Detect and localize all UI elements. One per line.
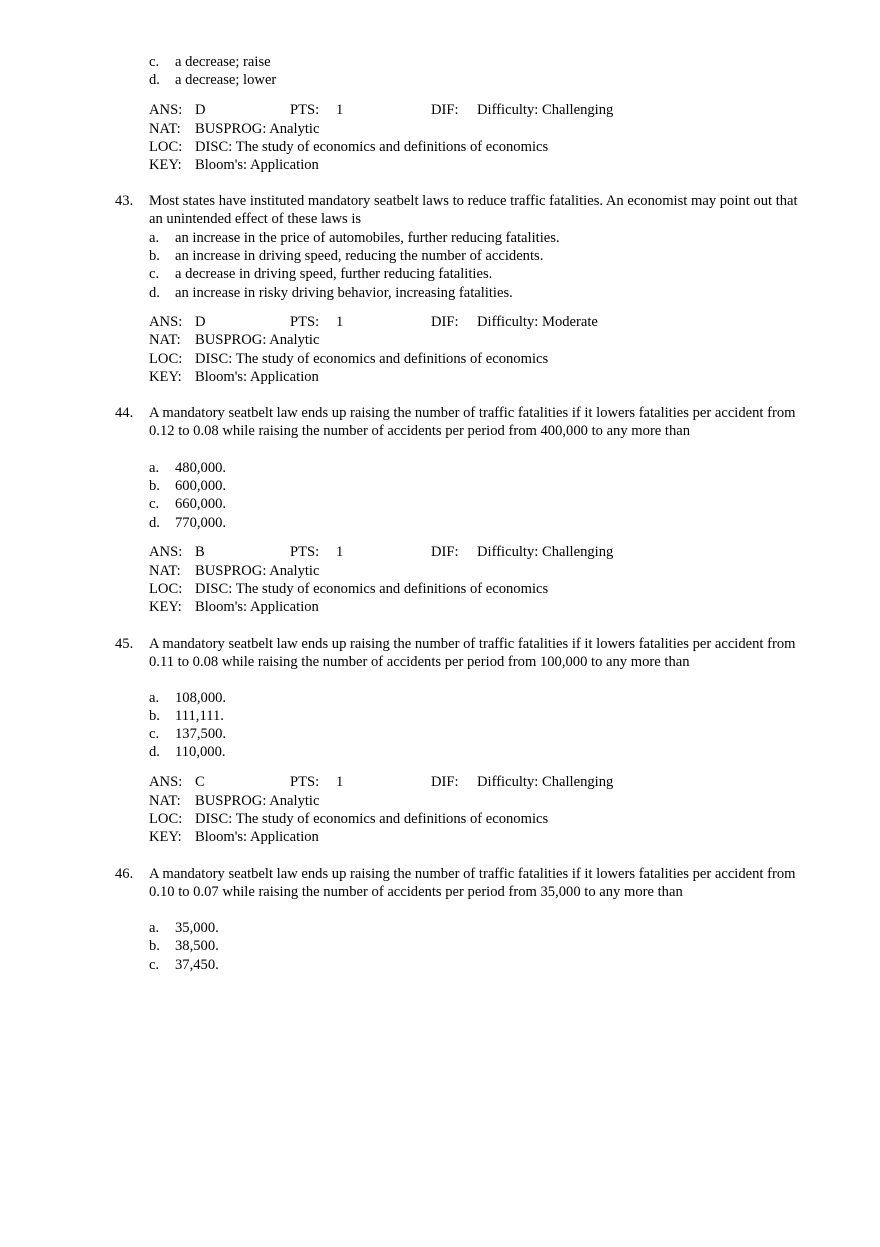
question-text: A mandatory seatbelt law ends up raising the number of traffic fatalities if it lowers fatalities per accident from 0.12 to 0.08 while raising the number of accidents per period from 400,000 to any more than: [149, 405, 796, 439]
option-c: c. 37,450.: [149, 957, 219, 973]
answer-line: ANS: C PTS: 1 DIF: Difficulty: Challenging: [149, 774, 614, 790]
points: PTS: 1: [290, 102, 344, 118]
difficulty: DIF: Difficulty: Moderate: [431, 314, 598, 330]
option-b: b. 38,500.: [149, 938, 219, 954]
option-c: c. a decrease in driving speed, further reducing fatalities.: [149, 266, 493, 282]
option-b: b. 600,000.: [149, 478, 227, 494]
key-line: KEY: Bloom's: Application: [149, 369, 319, 385]
option-a: a. 108,000.: [149, 690, 227, 706]
points: PTS: 1: [290, 544, 344, 560]
option-a: a. 480,000.: [149, 460, 227, 476]
loc-line: LOC: DISC: The study of economics and definitions of economics: [149, 139, 549, 155]
option-c: c. 660,000.: [149, 496, 227, 512]
option-b: b. 111,111.: [149, 708, 224, 724]
nat-line: NAT: BUSPROG: Analytic: [149, 793, 320, 809]
answer-line: ANS: D PTS: 1 DIF: Difficulty: Challenging: [149, 102, 614, 118]
points: PTS: 1: [290, 774, 344, 790]
loc-line: LOC: DISC: The study of economics and definitions of economics: [149, 351, 549, 367]
option-a: a. an increase in the price of automobiles, further reducing fatalities.: [149, 230, 560, 246]
option-b: b. an increase in driving speed, reducing the number of accidents.: [149, 248, 544, 264]
key-line: KEY: Bloom's: Application: [149, 157, 319, 173]
question-number: 46.: [115, 866, 134, 882]
points: PTS: 1: [290, 314, 344, 330]
option-d: d. a decrease; lower: [149, 72, 277, 88]
nat-line: NAT: BUSPROG: Analytic: [149, 332, 320, 348]
key-line: KEY: Bloom's: Application: [149, 829, 319, 845]
nat-line: NAT: BUSPROG: Analytic: [149, 563, 320, 579]
question-number: 45.: [115, 636, 134, 652]
option-c: c. 137,500.: [149, 726, 227, 742]
loc-line: LOC: DISC: The study of economics and definitions of economics: [149, 811, 549, 827]
question-number: 44.: [115, 405, 134, 421]
difficulty: DIF: Difficulty: Challenging: [431, 774, 614, 790]
option-a: a. 35,000.: [149, 920, 219, 936]
option-d: d. 110,000.: [149, 744, 226, 760]
option-d: d. an increase in risky driving behavior, increasing fatalities.: [149, 285, 513, 301]
question-text: A mandatory seatbelt law ends up raising the number of traffic fatalities if it lowers fatalities per accident from 0.11 to 0.08 while raising the number of accidents per period from 100,000 to any more than: [149, 636, 796, 670]
difficulty: DIF: Difficulty: Challenging: [431, 102, 614, 118]
question-text: Most states have instituted mandatory seatbelt laws to reduce traffic fatalities. An economist may point out that an unintended effect of these laws is: [149, 193, 798, 227]
question-text: A mandatory seatbelt law ends up raising the number of traffic fatalities if it lowers fatalities per accident from 0.10 to 0.07 while raising the number of accidents per period from 35,000 to any more than: [149, 866, 796, 900]
answer-line: ANS: B PTS: 1 DIF: Difficulty: Challenging: [149, 544, 614, 560]
difficulty: DIF: Difficulty: Challenging: [431, 544, 614, 560]
nat-line: NAT: BUSPROG: Analytic: [149, 121, 320, 137]
loc-line: LOC: DISC: The study of economics and definitions of economics: [149, 581, 549, 597]
answer-line: ANS: D PTS: 1 DIF: Difficulty: Moderate: [149, 314, 598, 330]
option-d: d. 770,000.: [149, 515, 227, 531]
question-number: 43.: [115, 193, 134, 209]
key-line: KEY: Bloom's: Application: [149, 599, 319, 615]
option-c: c. a decrease; raise: [149, 54, 271, 70]
